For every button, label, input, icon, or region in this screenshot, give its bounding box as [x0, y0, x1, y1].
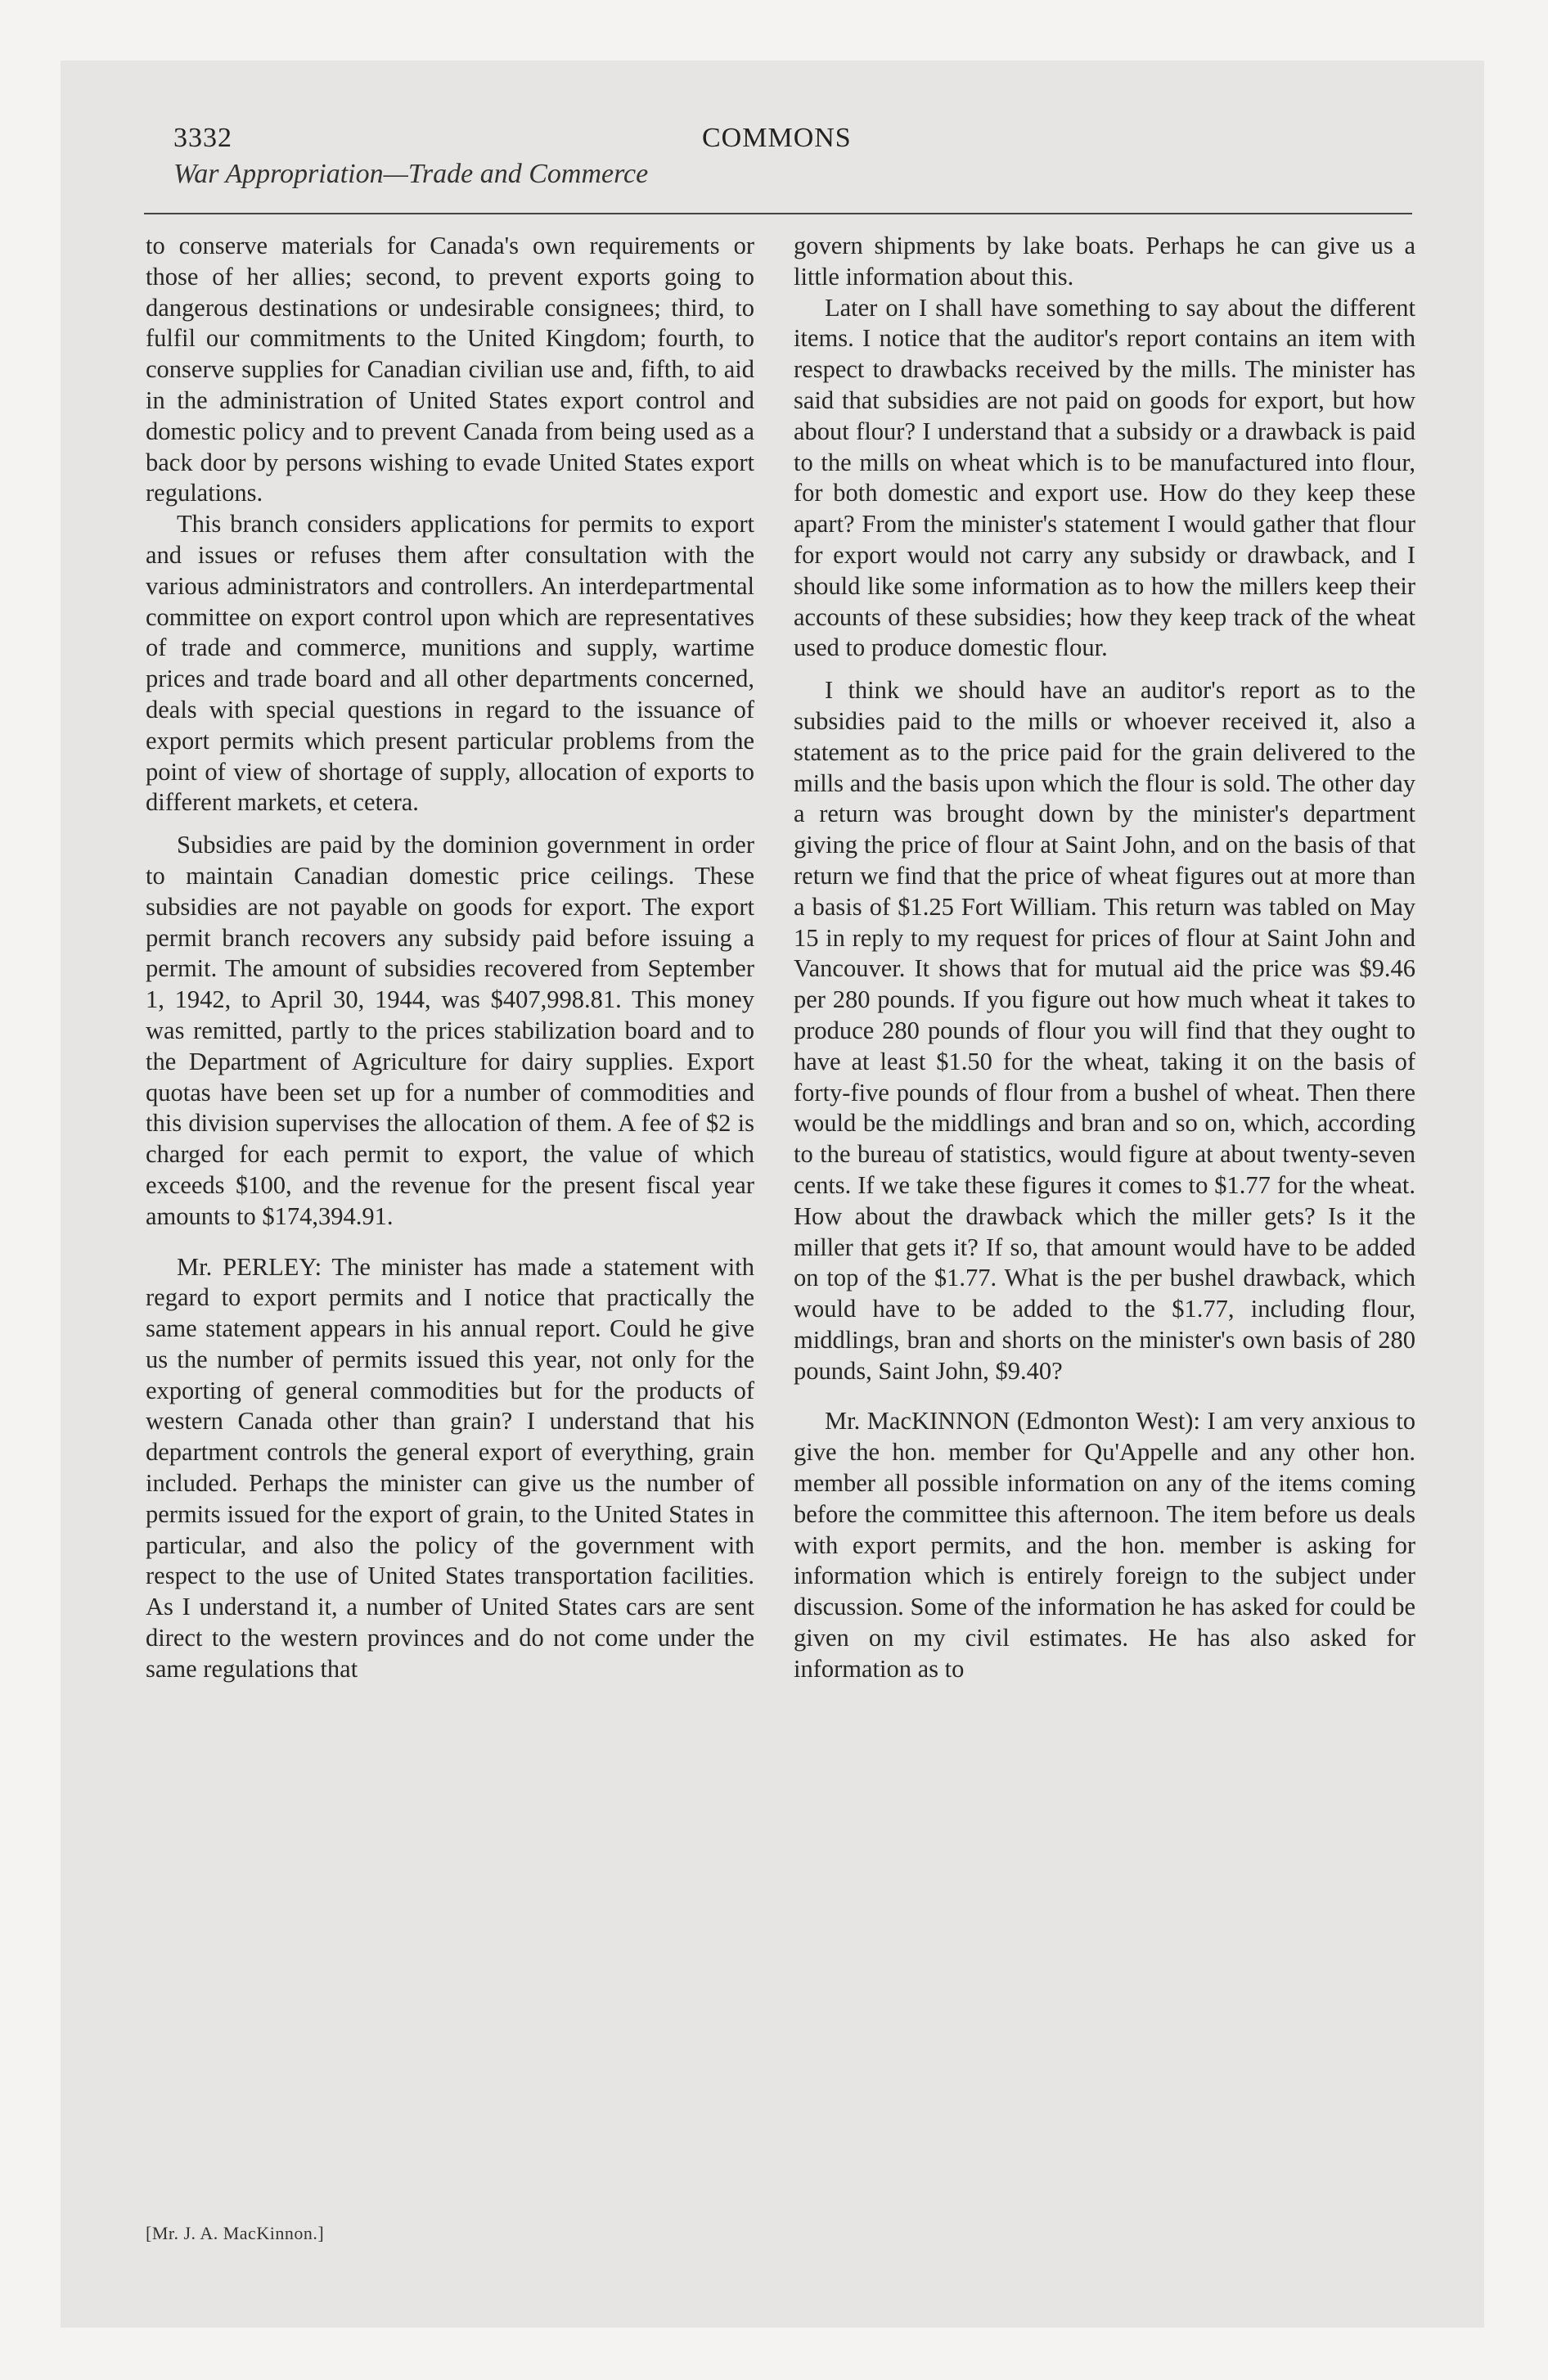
paragraph: to conserve materials for Canada's own requirements or those of her allies; second, to prevent exports going to dangerous destinations or undesirable consignees; third, to fulfil our commitments to the United Kingdom; fourth, to conserve supplies for Canadian civilian use and, fifth, to aid in the administration of United States export control and domestic policy and to prevent Canada from being used as a back door by persons wishing to evade United States export regulations.: [146, 232, 754, 507]
header-rule: [144, 213, 1412, 214]
paragraph: Subsidies are paid by the dominion government in order to maintain Canadian domestic price ceilings. These subsidies are not payable on goods for export. The export permit branch recovers any subsidy paid before issuing a permit. The amount of subsidies recovered from September 1, 1942, to April 30, 1944, was $407,998.81. This money was remitted, partly to the prices stabilization board and to the Department of Agriculture for dairy supplies. Export quotas have been set up for a number of commodities and this division supervises the allocation of them. A fee of $2 is charged for each permit to export, the value of which exceeds $100, and the revenue for the present fiscal year amounts to $174,394.91.: [146, 831, 754, 1230]
paragraph: This branch considers applications for permits to export and issues or refuses them after consultation with the various administrators and controllers. An interdepartmental committee on export control upon which are representatives of trade and commerce, munitions and supply, wartime prices and trade board and all other departments concerned, deals with special questions in regard to the issuance of export permits which present particular problems from the point of view of shortage of supply, allocation of exports to different markets, et cetera.: [146, 510, 754, 817]
running-title: COMMONS: [702, 123, 852, 153]
right-column: [794, 231, 1415, 1685]
paragraph: Later on I shall have something to say about the different items. I notice that the auditor's report contains an item with respect to drawbacks received by the mills. The minister has said that subsidies are not paid on goods for export, but how about flour? I understand that a subsidy or a drawback is paid to the mills on wheat which is to be manufactured into flour, for both domestic and export use. How do they keep these apart? From the minister's statement I would gather that flour for export would not carry any subsidy or drawback, and I should like some information as to how the millers keep their accounts of these subsidies; how they keep track of the wheat used to produce domestic flour.: [794, 293, 1415, 662]
left-column: [146, 231, 754, 1685]
running-subtitle: War Appropriation—Trade and Commerce: [173, 159, 649, 189]
paragraph-speech-mackinnon: Mr. MacKINNON (Edmonton West): I am very anxious to give the hon. member for Qu'Appelle and any other hon. member all possible information on any of the items coming before the committee this afternoon. The item before us deals with export permits, and the hon. member is asking for information which is entirely foreign to the subject under discussion. Some of the information he has asked for could be given on my civil estimates. He has also asked for information as to: [794, 1407, 1415, 1683]
page-number: 3332: [173, 123, 232, 153]
paragraph: govern shipments by lake boats. Perhaps he can give us a little information about this.: [794, 232, 1415, 291]
paragraph: I think we should have an auditor's report as to the subsidies paid to the mills or whoever received it, also a statement as to the price paid for the grain delivered to the mills and the basis upon which the flour is sold. The other day a return was brought down by the minister's department giving the price of flour at Saint John, and on the basis of that return we find that the price of wheat figures out at more than a basis of $1.25 Fort William. This return was tabled on May 15 in reply to my request for prices of flour at Saint John and Vancouver. It shows that for mutual aid the price was $9.46 per 280 pounds. If you figure out how much wheat it takes to produce 280 pounds of flour you will find that they ought to have at least $1.50 for the wheat, taking it on the basis of forty-five pounds of flour from a bushel of wheat. Then there would be the middlings and bran and so on, which, according to the bureau of statistics, would figure at about twenty-seven cents. If we take these figures it comes to $1.77 for the wheat. How about the drawback which the miller gets? Is it the miller that gets it? If so, that amount would have to be added on top of the $1.77. What is the per bushel drawback, which would have to be added to the $1.77, including flour, middlings, bran and shorts on the minister's own basis of 280 pounds, Saint John, $9.40?: [794, 676, 1415, 1385]
paragraph-speech-perley: Mr. PERLEY: The minister has made a statement with regard to export permits and I notice that practically the same statement appears in his annual report. Could he give us the number of permits issued this year, not only for the exporting of general commodities but for the products of western Canada other than grain? I understand that his department controls the general export of everything, grain included. Perhaps the minister can give us the number of permits issued for the export of grain, to the United States in particular, and also the policy of the government with respect to the use of United States transportation facilities. As I understand it, a number of United States cars are sent direct to the western provinces and do not come under the same regulations that: [146, 1252, 754, 1683]
speaker-footnote: [Mr. J. A. MacKinnon.]: [146, 2223, 325, 2243]
